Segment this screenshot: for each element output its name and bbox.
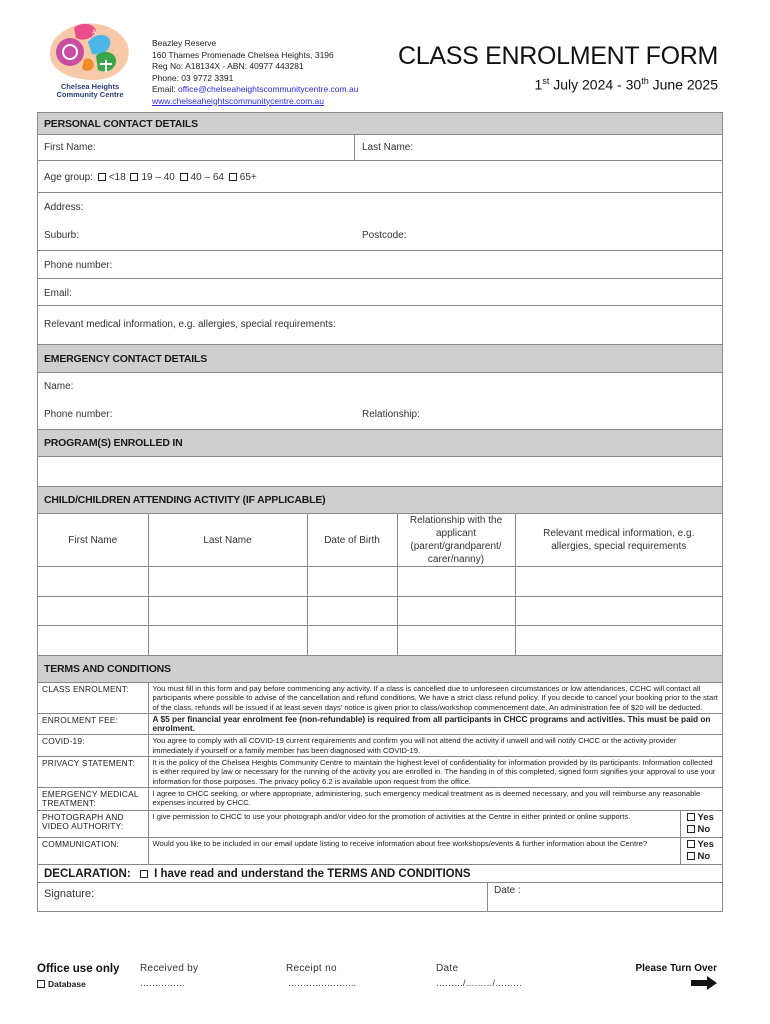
- phone-row: [38, 251, 722, 279]
- photo-yes-checkbox[interactable]: [687, 813, 695, 821]
- terms-section-heading: TERMS AND CONDITIONS: [38, 656, 722, 683]
- table-row: [38, 597, 722, 626]
- medical-info-field[interactable]: Relevant medical information, e.g. allergies, special requirements:: [44, 319, 336, 330]
- received-by-label: Received by: [140, 963, 199, 974]
- relationship-field[interactable]: Relationship:: [362, 409, 420, 420]
- terms-text: A $5 per financial year enrolment fee (non-refundable) is required from all participants in CHCC programs and activities. This must be paid on enrolment.: [152, 713, 711, 734]
- age-option: 19 – 40: [141, 172, 175, 183]
- age-group-label: Age group:: [44, 172, 93, 183]
- page-header: [0, 0, 770, 112]
- received-by-field[interactable]: ……………: [140, 978, 185, 988]
- terms-text: You must fill in this form and pay before commencing any activity. If a class is cancelled due to unforeseen circumstances or low attendances, CCHC will contact all participants where possible to advise of the cancellation and refund conditions. We have a strict class refund policy. If you decide to cancel your booking prior to the start of the class, refunds will be issued if at least seven days' notice is given prior to class/workshop commencement date. An administration fee of $20 will be deducted.: [148, 683, 722, 713]
- org-line: Reg No: A18134X - ABN: 40977 443281: [152, 61, 304, 71]
- checkbox[interactable]: [229, 173, 237, 181]
- declaration-label: DECLARATION:: [44, 867, 131, 880]
- declaration-checkbox[interactable]: [140, 870, 148, 878]
- logo-icon: [40, 20, 140, 82]
- terms-text: You agree to comply with all COVID-19 current requirements and confirm you will not attend the activity if unwell and will notify CHCC or the activity provider immediately if yourself or a family member has been diagnosed with COVID-19.: [148, 735, 722, 757]
- medical-row: [38, 306, 722, 345]
- address-row: [38, 193, 722, 251]
- terms-text: It is the policy of the Chelsea Heights Community Centre to maintain the highest level of confidentiality for information provided by its participants. Information collected is either required by law or necessary for the running of the activity you are enrolled in. The handing in of this completed, signed form signifies your approval to use your information for those purposes. The privacy policy 6.2 is available upon request from the office.: [148, 757, 722, 788]
- photo-no-checkbox[interactable]: [687, 825, 695, 833]
- checkbox[interactable]: [130, 173, 138, 181]
- age-option: <18: [108, 172, 126, 183]
- age-option: 65+: [239, 172, 257, 183]
- office-use-label: Office use only: [37, 963, 120, 975]
- personal-section-heading: PERSONAL CONTACT DETAILS: [38, 113, 722, 135]
- table-row: [38, 567, 722, 597]
- office-date-label: Date: [436, 963, 459, 974]
- organisation-details: [152, 38, 358, 107]
- children-table: [38, 514, 722, 656]
- enrolment-form: [37, 112, 723, 912]
- terms-row: [38, 735, 722, 757]
- office-use-footer: [37, 960, 723, 1000]
- terms-row: [38, 837, 722, 864]
- terms-row: [38, 683, 722, 713]
- terms-text: I give permission to CHCC to use your photograph and/or video for the promotion of activities at the Centre in either printed or online supports.: [148, 810, 680, 837]
- communication-options: Yes No: [680, 837, 722, 864]
- terms-label: ENROLMENT FEE:: [38, 713, 148, 735]
- terms-label: PRIVACY STATEMENT:: [38, 757, 148, 788]
- photo-consent-options: Yes No: [680, 810, 722, 837]
- signature-row: [38, 883, 722, 911]
- form-title: CLASS ENROLMENT FORM: [398, 42, 718, 70]
- terms-label: PHOTOGRAPH AND VIDEO AUTHORITY:: [38, 810, 148, 837]
- emergency-name-field[interactable]: Name:: [44, 381, 74, 392]
- phone-field[interactable]: Phone number:: [44, 260, 113, 271]
- receipt-no-label: Receipt no: [286, 963, 337, 974]
- communication-no-checkbox[interactable]: [687, 852, 695, 860]
- programs-field[interactable]: [38, 457, 722, 487]
- declaration: [38, 865, 722, 883]
- col-dob: Date of Birth: [307, 514, 397, 567]
- col-medical: Relevant medical information, e.g. allergies, special requirements: [515, 514, 722, 567]
- terms-label: CLASS ENROLMENT:: [38, 683, 148, 713]
- email-label: Email:: [152, 84, 178, 94]
- checkbox[interactable]: [180, 173, 188, 181]
- logo-name: [40, 83, 140, 99]
- children-header-row: [38, 514, 722, 567]
- emergency-section-heading: EMERGENCY CONTACT DETAILS: [38, 345, 722, 373]
- programs-section-heading: PROGRAM(S) ENROLLED IN: [38, 430, 722, 457]
- database-checkbox[interactable]: [37, 980, 45, 988]
- receipt-no-field[interactable]: …………………..: [288, 978, 357, 988]
- arrow-right-icon: [691, 976, 717, 990]
- terms-row: [38, 757, 722, 788]
- svg-text:A: A: [92, 30, 97, 36]
- date-field[interactable]: Date :: [494, 884, 521, 896]
- terms-label: EMERGENCY MEDICAL TREATMENT:: [38, 787, 148, 810]
- col-last-name: Last Name: [148, 514, 307, 567]
- website-link[interactable]: www.chelseaheightscommunitycentre.com.au: [152, 95, 324, 106]
- logo-name-line2: Community Centre: [56, 90, 124, 99]
- database-option: Database: [37, 979, 86, 989]
- first-name-field[interactable]: First Name:: [44, 142, 96, 153]
- please-turn-over: Please Turn Over: [635, 963, 717, 974]
- form-dates: 1st July 2024 - 30th June 2025: [534, 76, 718, 93]
- age-option: 40 – 64: [190, 172, 224, 183]
- logo-name-line1: Chelsea Heights: [60, 82, 120, 91]
- terms-text: Would you like to be included in our email update listing to receive information about free workshops/events & further information about the Centre?: [148, 837, 680, 864]
- terms-row: [38, 713, 722, 735]
- terms-row: [38, 787, 722, 810]
- terms-label: COVID-19:: [38, 735, 148, 757]
- org-line: Beazley Reserve: [152, 38, 217, 48]
- org-email: [152, 84, 358, 96]
- checkbox[interactable]: [98, 173, 106, 181]
- terms-row: [38, 810, 722, 837]
- last-name-field[interactable]: Last Name:: [362, 142, 414, 153]
- email-link[interactable]: office@chelseaheightscommunitycentre.com.au: [177, 84, 359, 94]
- col-relationship: Relationship with the applicant (parent/grandparent/ carer/nanny): [397, 514, 515, 567]
- terms-label: COMMUNICATION:: [38, 837, 148, 864]
- emergency-row: [38, 373, 722, 430]
- children-section-heading: CHILD/CHILDREN ATTENDING ACTIVITY (IF APPLICABLE): [38, 487, 722, 514]
- org-line: 160 Thames Promenade Chelsea Heights, 3196: [152, 49, 334, 60]
- age-group-row: [38, 161, 722, 193]
- terms-table: [38, 683, 722, 865]
- org-line: Phone: 03 9772 3391: [152, 72, 234, 83]
- signature-field[interactable]: Signature:: [44, 887, 95, 900]
- age-group: [44, 172, 257, 183]
- table-row: [38, 626, 722, 656]
- email-row: [38, 279, 722, 306]
- chcc-logo: [40, 20, 140, 104]
- address-field[interactable]: Address:: [44, 202, 84, 213]
- col-first-name: First Name: [38, 514, 148, 567]
- office-date-field[interactable]: ………/………/………: [436, 978, 523, 988]
- postcode-field[interactable]: Postcode:: [362, 230, 407, 241]
- terms-text: I agree to CHCC seeking, or where appropriate, administering, such emergency medical treatment as is deemed necessary, and you will reimburse any reasonable expenses incurred by CHCC.: [148, 787, 722, 810]
- name-row: [38, 135, 722, 161]
- email-field[interactable]: Email:: [44, 288, 72, 299]
- declaration-text: I have read and understand the TERMS AND CONDITIONS: [154, 867, 471, 880]
- communication-yes-checkbox[interactable]: [687, 840, 695, 848]
- emergency-phone-field[interactable]: Phone number:: [44, 409, 113, 420]
- suburb-field[interactable]: Suburb:: [44, 230, 80, 241]
